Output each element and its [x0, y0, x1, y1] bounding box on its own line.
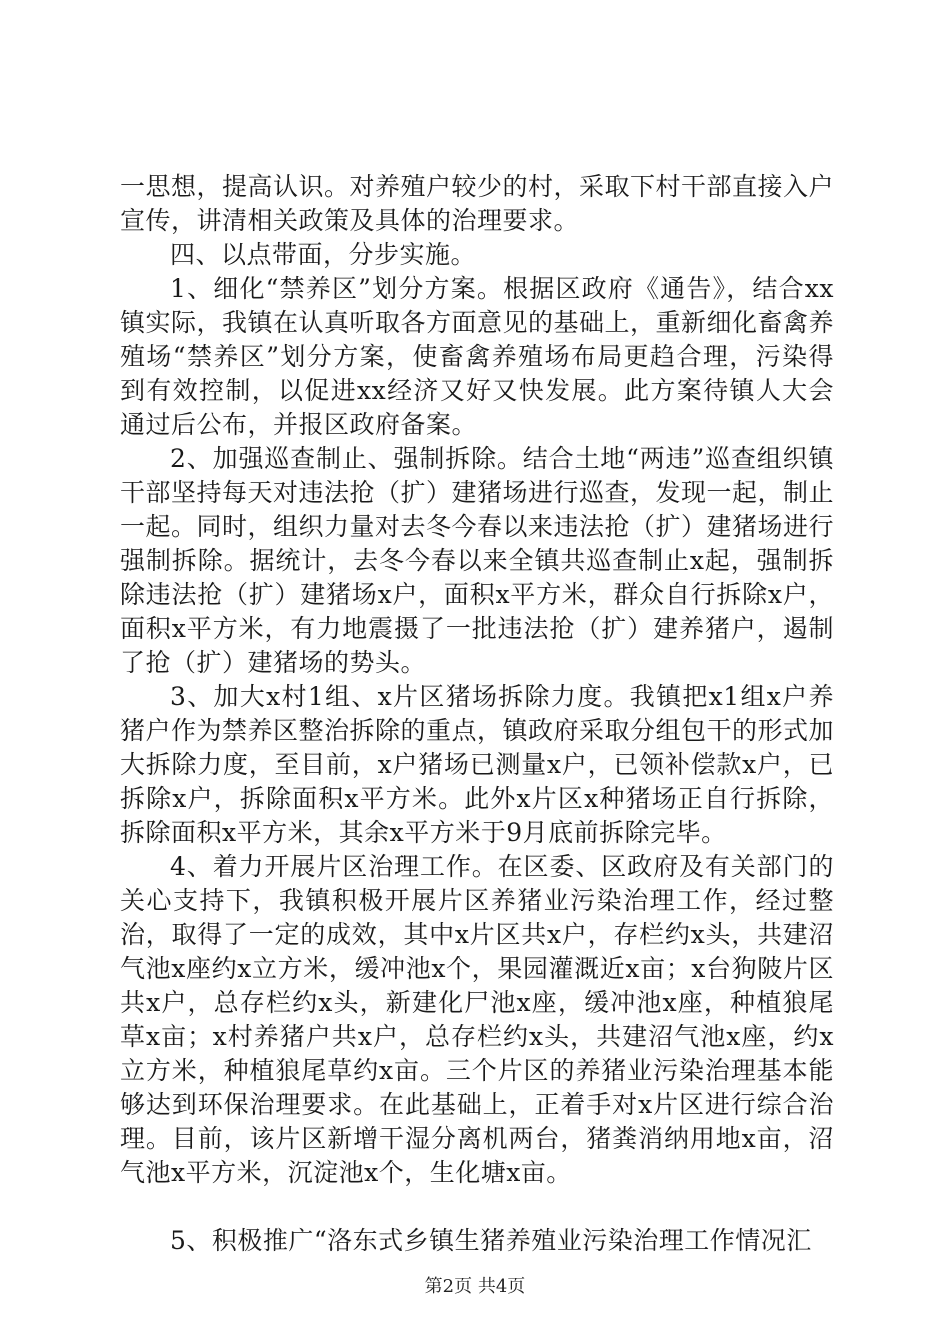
paragraph: 4、着力开展片区治理工作。在区委、区政府及有关部门的关心支持下，我镇积极开展片区养猪业污染治理工作，经过整治，取得了一定的成效，其中x片区共x户，存栏约x头，共建沼气池x座约x立方米，缓冲池x个，果园灌溉近x亩；x台狗陂片区共x户，总存栏约x头，新建化尸池x座，缓冲池x座，种植狼尾草x亩；x村养猪户共x户，总存栏约x头，共建沼气池x座，约x立方米，种植狼尾草约x亩。三个片区的养猪业污染治理基本能够达到环保治理要求。在此基础上，正着手对x片区进行综合治理。目前，该片区新增干湿分离机两台，猪粪消纳用地x亩，沼气池x平方米，沉淀池x个，生化塘x亩。	[120, 852, 834, 1187]
section-heading: 四、以点带面，分步实施。	[170, 240, 477, 269]
document-body	[120, 170, 834, 1258]
page-number-footer: 第2页 共4页	[424, 1276, 526, 1297]
paragraph: 5、积极推广“洛东式乡镇生猪养殖业污染治理工作情况汇	[170, 1226, 812, 1255]
paragraph: 1、细化“禁养区”划分方案。根据区政府《通告》，结合xx镇实际，我镇在认真听取各方面意见的基础上，重新细化畜禽养殖场“禁养区”划分方案，使畜禽养殖场布局更趋合理，污染得到有效控制，以促进xx经济又好又快发展。此方案待镇人大会通过后公布，并报区政府备案。	[120, 274, 835, 439]
paragraph: 一思想，提高认识。对养殖户较少的村，采取下村干部直接入户宣传，讲清相关政策及具体的治理要求。	[120, 172, 835, 235]
paragraph: 3、加大x村1组、x片区猪场拆除力度。我镇把x1组x户养猪户作为禁养区整治拆除的重点，镇政府采取分组包干的形式加大拆除力度，至目前，x户猪场已测量x户，已领补偿款x户，已拆除x户，拆除面积x平方米。此外x片区x种猪场正自行拆除，拆除面积x平方米，其余x平方米于9月底前拆除完毕。	[120, 682, 835, 847]
paragraph: 2、加强巡查制止、强制拆除。结合土地“两违”巡查组织镇干部坚持每天对违法抢（扩）建猪场进行巡查，发现一起，制止一起。同时，组织力量对去冬今春以来违法抢（扩）建猪场进行强制拆除。据统计，去冬今春以来全镇共巡查制止x起，强制拆除违法抢（扩）建猪场x户，面积x平方米，群众自行拆除x户，面积x平方米，有力地震摄了一批违法抢（扩）建养猪户，遏制了抢（扩）建猪场的势头。	[120, 444, 835, 677]
